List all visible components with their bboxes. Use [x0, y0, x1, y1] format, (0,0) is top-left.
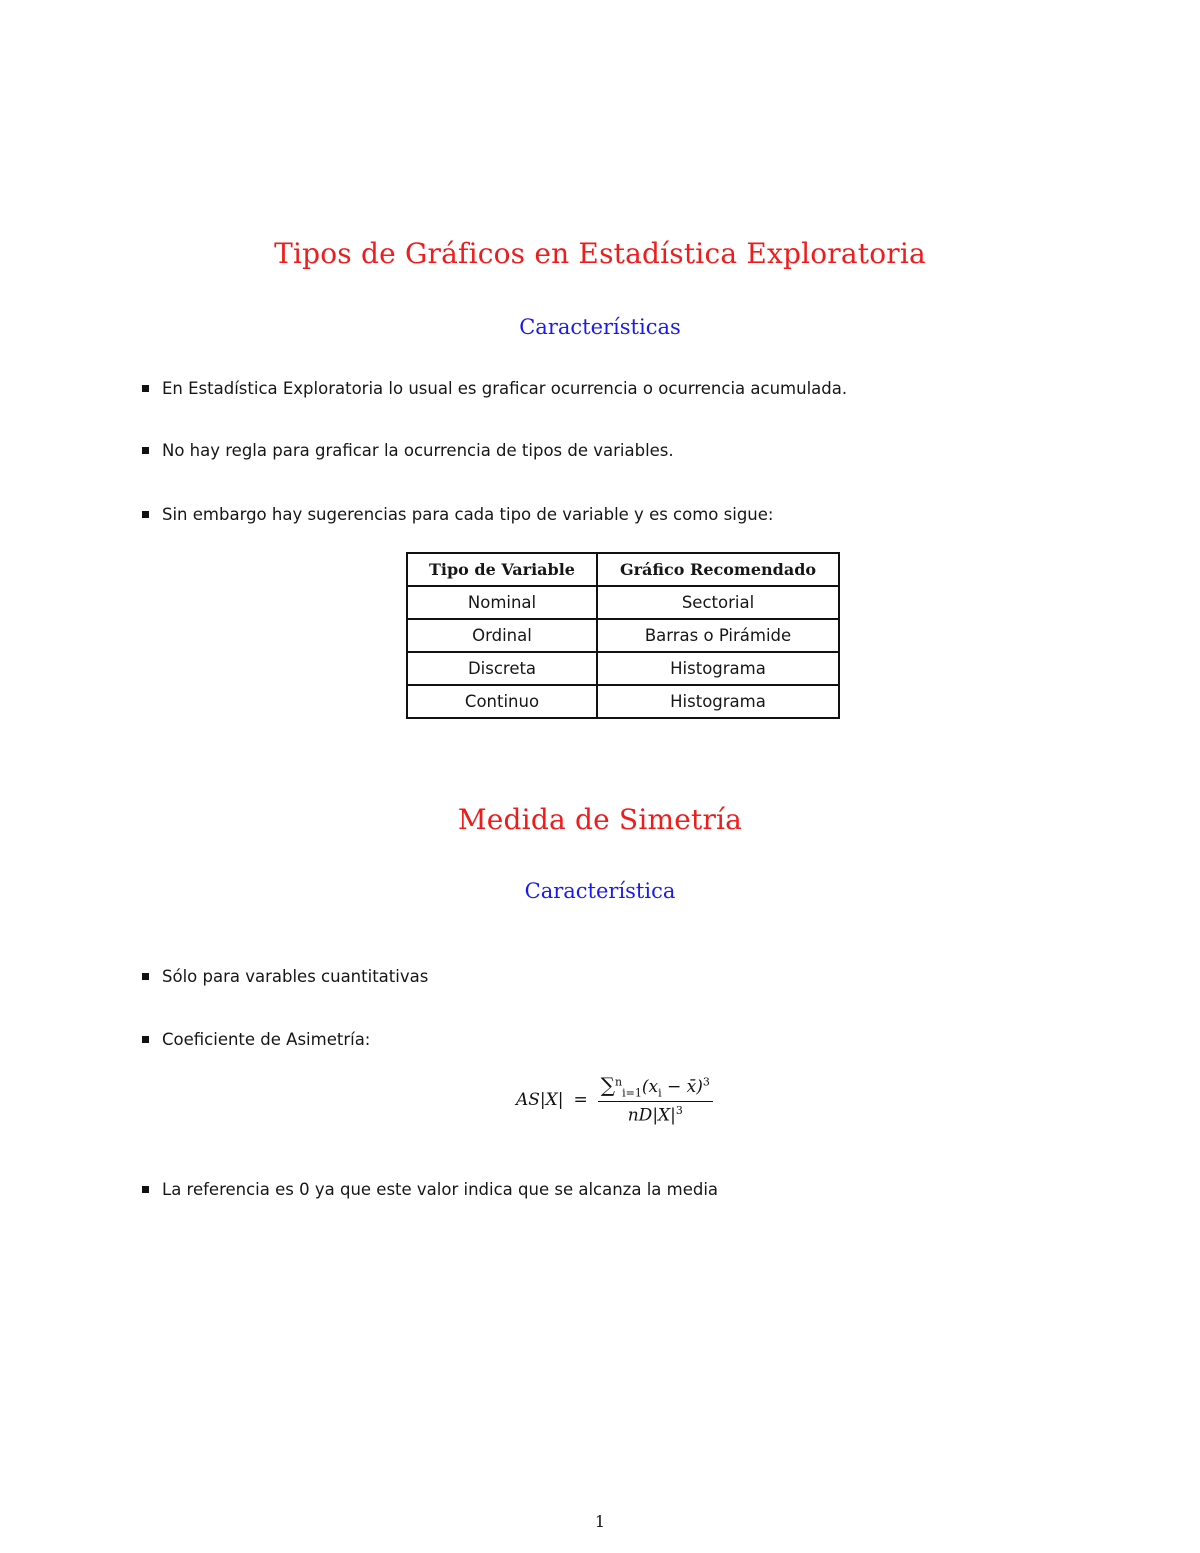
sum-lower-limit: i=1 — [622, 1086, 642, 1100]
list-item-text: No hay regla para graficar la ocurrencia de tipos de variables. — [162, 441, 674, 460]
denominator-body: nD|X| — [627, 1106, 676, 1127]
list-item-text: Sin embargo hay sugerencias para cada tipo de variable y es como sigue: — [162, 505, 774, 524]
numerator-exponent: 3 — [702, 1075, 710, 1089]
table-cell: Sectorial — [597, 586, 839, 619]
table-header-row — [407, 553, 839, 586]
section-subtitle-caracteristicas: Características — [519, 315, 681, 339]
formula-numerator — [598, 1073, 713, 1102]
table-row — [407, 619, 839, 652]
table-cell: Barras o Pirámide — [597, 619, 839, 652]
table-header-cell: Tipo de Variable — [407, 553, 597, 586]
formula-denominator — [628, 1102, 683, 1126]
sum-upper-limit: n — [615, 1075, 623, 1089]
list-item-text: La referencia es 0 ya que este valor indica que se alcanza la media — [162, 1180, 719, 1199]
table-cell: Ordinal — [407, 619, 597, 652]
list-item — [142, 379, 847, 398]
bullet-square-icon — [142, 511, 149, 518]
table-row — [407, 685, 839, 718]
bullet-square-icon — [142, 447, 149, 454]
list-item-text: En Estadística Exploratoria lo usual es graficar ocurrencia o ocurrencia acumulada. — [162, 379, 848, 398]
bullet-square-icon — [142, 1186, 149, 1193]
bullet-square-icon — [142, 973, 149, 980]
variable-chart-table — [406, 552, 840, 719]
table-header-cell: Gráfico Recomendado — [597, 553, 839, 586]
table-cell: Histograma — [597, 685, 839, 718]
denominator-exponent: 3 — [675, 1104, 683, 1118]
table-row — [407, 586, 839, 619]
table-row — [407, 652, 839, 685]
list-item-text: Coeficiente de Asimetría: — [162, 1030, 371, 1049]
table-cell: Discreta — [407, 652, 597, 685]
formula-equals: = — [573, 1089, 588, 1110]
section-subtitle-caracteristica: Característica — [524, 879, 676, 903]
list-item — [142, 505, 773, 524]
numerator-subscript: i — [658, 1086, 662, 1100]
table-cell: Continuo — [407, 685, 597, 718]
bullet-square-icon — [142, 1036, 149, 1043]
list-item-text: Sólo para varables cuantitativas — [162, 967, 429, 986]
list-item — [142, 967, 428, 986]
sum-symbol: ∑ — [600, 1073, 616, 1097]
asymmetry-formula — [516, 1073, 713, 1126]
section-title-graficos: Tipos de Gráficos en Estadística Exploratoria — [274, 237, 926, 270]
list-item — [142, 441, 674, 460]
numerator-body: (x — [641, 1077, 659, 1097]
list-item — [142, 1030, 370, 1049]
formula-fraction — [598, 1073, 713, 1126]
table-cell: Histograma — [597, 652, 839, 685]
table-cell: Nominal — [407, 586, 597, 619]
numerator-tail: − x̄) — [661, 1077, 703, 1097]
bullet-square-icon — [142, 385, 149, 392]
list-item — [142, 1180, 718, 1199]
formula-lhs: AS|X| — [516, 1089, 564, 1110]
page-number: 1 — [594, 1512, 606, 1531]
section-title-simetria: Medida de Simetría — [457, 803, 743, 836]
